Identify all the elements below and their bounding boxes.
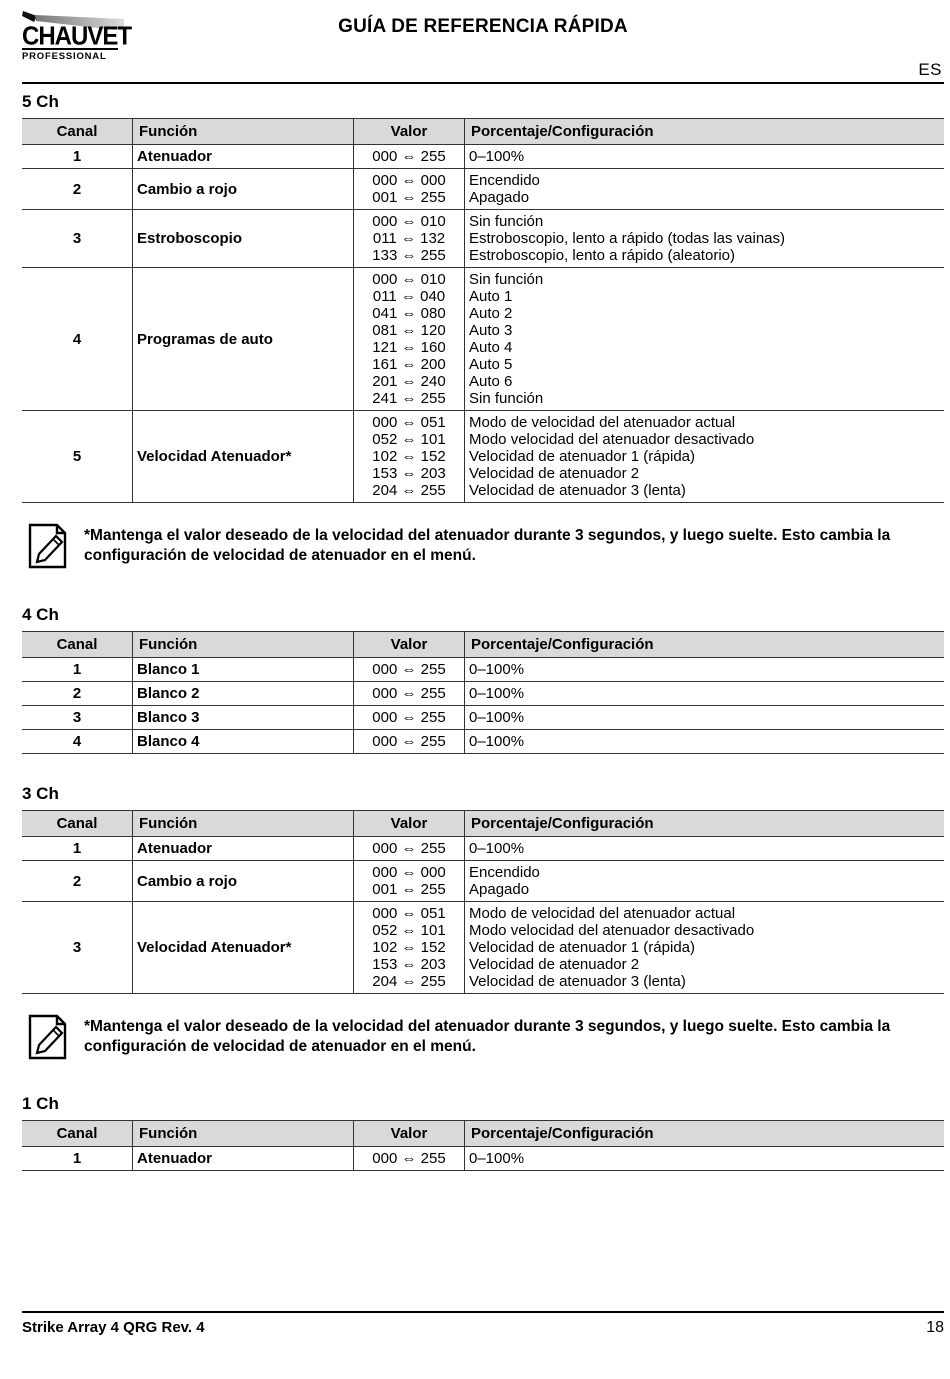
config-cell [465,682,945,706]
valor-cell [354,706,465,730]
valor-line: 153 ⇔ 203 [372,465,446,482]
column-header-config: Porcentaje/Configuración [465,119,945,145]
config-line: Estroboscopio, lento a rápido (todas las vainas) [469,230,786,247]
valor-line: 000 ⇔ 051 [372,905,446,922]
column-header-canal: Canal [22,1121,133,1147]
header-divider [22,82,944,84]
canal-cell: 2 [22,861,133,902]
valor-cell [354,658,465,682]
canal-cell: 1 [22,658,133,682]
table-row [22,411,944,503]
config-line: Modo velocidad del atenuador desactivado [469,431,755,448]
dmx-table-4ch [22,631,944,754]
valor-line: 000 ⇔ 255 [372,661,446,678]
config-line: Estroboscopio, lento a rápido (aleatorio) [469,247,735,264]
funcion-cell: Programas de auto [133,268,354,411]
config-line: Auto 5 [469,356,513,373]
config-line: 0–100% [469,1150,525,1167]
table-header-row [22,1121,944,1147]
config-line: Sin función [469,271,544,288]
config-cell [465,902,945,994]
table-row [22,902,944,994]
page-header [22,8,944,82]
section-5ch [22,92,944,503]
funcion-cell: Blanco 4 [133,730,354,754]
table-header-row [22,811,944,837]
valor-line: 204 ⇔ 255 [372,973,446,990]
config-cell [465,411,945,503]
section-heading-4ch: 4 Ch [22,605,59,624]
column-header-canal: Canal [22,119,133,145]
column-header-config: Porcentaje/Configuración [465,632,945,658]
dmx-table-1ch [22,1120,944,1171]
valor-line: 102 ⇔ 152 [372,448,446,465]
table-row [22,169,944,210]
table-row [22,145,944,169]
valor-line: 000 ⇔ 255 [372,685,446,702]
note-text: *Mantenga el valor deseado de la velocidad del atenuador durante 3 segundos, y luego suelte. Esto cambia la configuración de velocidad de atenuador en el menú. [84,1018,891,1055]
valor-cell [354,730,465,754]
valor-line: 000 ⇔ 255 [372,148,446,165]
config-line: Sin función [469,390,544,407]
column-header-funcion: Función [133,1121,354,1147]
config-line: Apagado [469,881,530,898]
valor-line: 000 ⇔ 255 [372,733,446,750]
config-line: Sin función [469,213,544,230]
column-header-config: Porcentaje/Configuración [465,1121,945,1147]
column-header-valor: Valor [354,632,465,658]
note-block [26,1014,914,1060]
note-text: *Mantenga el valor deseado de la velocidad del atenuador durante 3 segundos, y luego suelte. Esto cambia la configuración de velocidad de atenuador en el menú. [84,527,891,564]
logo-brand-text: CHAUVET [22,21,132,51]
table-row [22,210,944,268]
valor-line: 052 ⇔ 101 [372,922,446,939]
column-header-funcion: Función [133,119,354,145]
config-cell [465,837,945,861]
canal-cell: 3 [22,706,133,730]
config-line: Auto 3 [469,322,513,339]
config-line: Velocidad de atenuador 2 [469,465,640,482]
valor-line: 241 ⇔ 255 [372,390,446,407]
config-cell [465,169,945,210]
column-header-funcion: Función [133,811,354,837]
config-cell [465,861,945,902]
funcion-cell: Atenuador [133,1147,354,1171]
section-3ch [22,784,944,994]
note-pencil-icon [26,1014,68,1060]
valor-line: 201 ⇔ 240 [372,373,446,390]
valor-line: 000 ⇔ 255 [372,709,446,726]
valor-line: 161 ⇔ 200 [372,356,446,373]
canal-cell: 3 [22,902,133,994]
config-line: Modo de velocidad del atenuador actual [469,414,736,431]
config-line: Velocidad de atenuador 2 [469,956,640,973]
funcion-cell: Atenuador [133,145,354,169]
note-pencil-icon [26,523,68,569]
valor-cell [354,145,465,169]
config-line: Modo velocidad del atenuador desactivado [469,922,755,939]
dmx-table-3ch [22,810,944,994]
table-row [22,268,944,411]
config-line: Velocidad de atenuador 3 (lenta) [469,482,686,499]
valor-line: 001 ⇔ 255 [372,189,446,206]
funcion-cell: Velocidad Atenuador* [133,411,354,503]
valor-line: 204 ⇔ 255 [372,482,446,499]
table-row [22,861,944,902]
valor-cell [354,210,465,268]
column-header-valor: Valor [354,1121,465,1147]
valor-line: 011 ⇔ 040 [372,288,446,305]
config-line: Auto 2 [469,305,513,322]
canal-cell: 2 [22,682,133,706]
valor-line: 153 ⇔ 203 [372,956,446,973]
canal-cell: 3 [22,210,133,268]
column-header-funcion: Función [133,632,354,658]
valor-line: 000 ⇔ 051 [372,414,446,431]
config-line: 0–100% [469,661,525,678]
config-line: Velocidad de atenuador 1 (rápida) [469,448,695,465]
valor-cell [354,837,465,861]
config-cell [465,210,945,268]
funcion-cell: Atenuador [133,837,354,861]
config-line: Auto 6 [469,373,513,390]
config-line: 0–100% [469,709,525,726]
column-header-valor: Valor [354,119,465,145]
config-line: 0–100% [469,685,525,702]
table-row [22,730,944,754]
valor-cell [354,902,465,994]
valor-line: 000 ⇔ 000 [372,864,446,881]
section-4ch [22,605,944,754]
config-line: Auto 4 [469,339,513,356]
valor-line: 052 ⇔ 101 [372,431,446,448]
config-line: Velocidad de atenuador 1 (rápida) [469,939,695,956]
section-1ch [22,1094,944,1171]
config-line: 0–100% [469,148,525,165]
footer-page-number: 18 [926,1319,944,1336]
valor-line: 121 ⇔ 160 [372,339,446,356]
column-header-valor: Valor [354,811,465,837]
valor-line: 000 ⇔ 255 [372,840,446,857]
config-cell [465,658,945,682]
valor-cell [354,268,465,411]
config-line: Modo de velocidad del atenuador actual [469,905,736,922]
chauvet-logo [22,10,132,62]
valor-line: 011 ⇔ 132 [372,230,446,247]
config-line: 0–100% [469,840,525,857]
valor-line: 000 ⇔ 010 [372,271,446,288]
funcion-cell: Blanco 2 [133,682,354,706]
table-row [22,682,944,706]
canal-cell: 2 [22,169,133,210]
column-header-canal: Canal [22,632,133,658]
config-cell [465,1147,945,1171]
language-label: ES [918,60,942,79]
canal-cell: 4 [22,268,133,411]
funcion-cell: Cambio a rojo [133,169,354,210]
config-line: Encendido [469,172,540,189]
section-heading-5ch: 5 Ch [22,92,59,111]
table-row [22,837,944,861]
section-heading-1ch: 1 Ch [22,1094,59,1113]
config-cell [465,145,945,169]
valor-cell [354,411,465,503]
valor-line: 081 ⇔ 120 [372,322,446,339]
funcion-cell: Cambio a rojo [133,861,354,902]
canal-cell: 5 [22,411,133,503]
canal-cell: 1 [22,837,133,861]
canal-cell: 4 [22,730,133,754]
valor-cell [354,169,465,210]
table-row [22,658,944,682]
funcion-cell: Velocidad Atenuador* [133,902,354,994]
config-cell [465,730,945,754]
valor-line: 133 ⇔ 255 [372,247,446,264]
config-line: 0–100% [469,733,525,750]
config-line: Velocidad de atenuador 3 (lenta) [469,973,686,990]
page-footer [22,1311,944,1337]
dmx-table-5ch [22,118,944,503]
note-block [26,523,914,569]
config-line: Encendido [469,864,540,881]
valor-cell [354,682,465,706]
table-header-row [22,119,944,145]
config-line: Auto 1 [469,288,513,305]
footer-document-title: Strike Array 4 QRG Rev. 4 [22,1319,205,1336]
table-row [22,1147,944,1171]
config-cell [465,268,945,411]
valor-line: 000 ⇔ 000 [372,172,446,189]
valor-line: 000 ⇔ 255 [372,1150,446,1167]
column-header-config: Porcentaje/Configuración [465,811,945,837]
valor-line: 041 ⇔ 080 [372,305,446,322]
section-heading-3ch: 3 Ch [22,784,59,803]
table-row [22,706,944,730]
canal-cell: 1 [22,1147,133,1171]
funcion-cell: Blanco 1 [133,658,354,682]
column-header-canal: Canal [22,811,133,837]
page-title: GUÍA DE REFERENCIA RÁPIDA [338,16,628,37]
valor-cell [354,1147,465,1171]
funcion-cell: Estroboscopio [133,210,354,268]
logo-sub-text: PROFESSIONAL [22,48,118,62]
valor-line: 001 ⇔ 255 [372,881,446,898]
table-header-row [22,632,944,658]
valor-cell [354,861,465,902]
config-cell [465,706,945,730]
canal-cell: 1 [22,145,133,169]
funcion-cell: Blanco 3 [133,706,354,730]
valor-line: 102 ⇔ 152 [372,939,446,956]
config-line: Apagado [469,189,530,206]
valor-line: 000 ⇔ 010 [372,213,446,230]
